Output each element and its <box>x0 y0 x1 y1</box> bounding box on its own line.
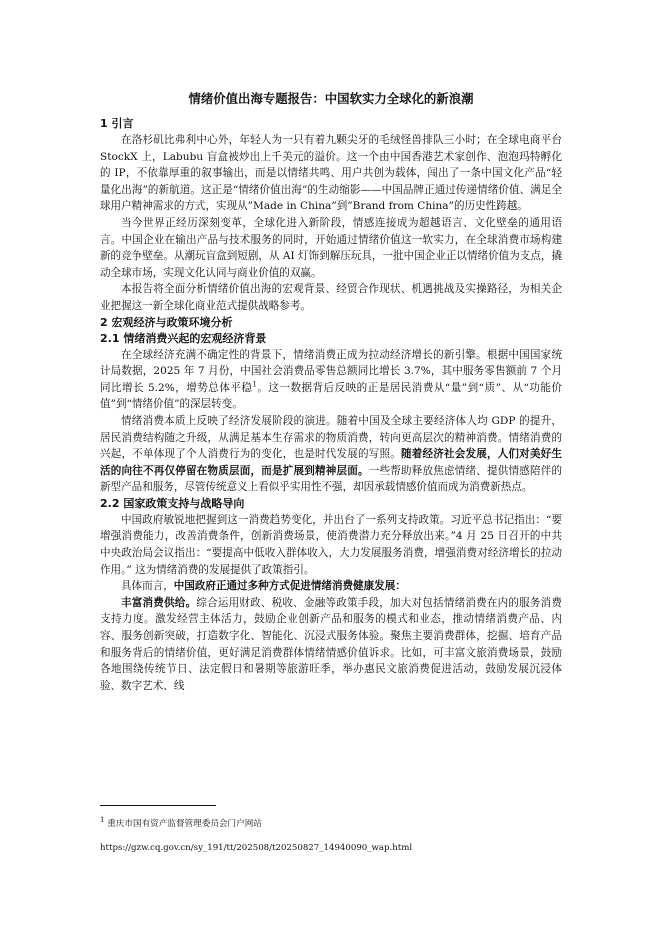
paragraph <box>100 347 562 413</box>
bold-text: 随着经济社会发展，人们对美好生活的向往不再仅停留在物质层面，而是扩展到精神层面。 <box>100 448 562 477</box>
footnote <box>100 818 262 830</box>
footnote-url[interactable]: https://gzw.cq.gov.cn/sy_191/tt/202508/t20250827_14940090_wap.html <box>100 843 413 853</box>
paragraph: 在洛杉矶比弗利中心外，年轻人为一只有着九颗尖牙的毛绒怪兽排队三小时；在全球电商平台 StockX 上，Labubu 盲盒被炒出上千美元的溢价。这一个由中国香港艺术家创作、泡泡玛特孵化的 IP，不依靠厚重的叙事输出，而是以情绪共鸣、用户共创为载体，闯出了一条中国文化产品“轻量化出海”的新航道。这正是“情绪价值出海”的生动缩影——中国品牌正通过传递情绪价值、满足全球用户精神需求的方式，实现从”Made in China”到”Brand from China”的历史性跨越。 <box>100 134 562 213</box>
section-heading-intro: 1 引言 <box>100 117 134 130</box>
paragraph <box>100 413 562 496</box>
subsection-heading-2-1: 2.1 情绪消费兴起的宏观经济背景 <box>100 331 267 345</box>
document-body <box>100 90 562 694</box>
paragraph: 当今世界正经历深刻变革，全球化进入新阶段，情感连接成为超越语言、文化壁垒的通用语言。中国企业在输出产品与技术服务的同时，开始通过情绪价值这一软实力，在全球消费市场构建新的竞争壁垒。从潮玩盲盒到短剧，从 AI 灯饰到解压玩具，一批中国企业正以情绪价值为支点，撬动全球市场，实现文化认同与商业价值的双赢。 <box>100 216 562 279</box>
footnote-divider <box>100 805 216 806</box>
footnote-ref[interactable]: 1 <box>252 380 257 389</box>
paragraph <box>100 578 562 595</box>
paragraph-text: 一些帮助释放焦虑情绪、提供情感陪伴的新型产品和服务，尽管传统意义上看似乎实用性不强，却因承载情感价值而成为消费新热点。 <box>100 464 562 494</box>
paragraph-text: 。这一数据背后反映的正是居民消费从“量”到“质”、从“功能价值”到“情绪价值”的深层转变。 <box>100 381 562 411</box>
bold-text: 丰富消费供给。 <box>121 596 197 609</box>
paragraph-text: 在全球经济充满不确定性的背景下，情绪消费正成为拉动经济增长的新引擎。根据中国国家统计局数据，2025 年 7 月份，中国社会消费品零售总额同比增长 3.7%，其中服务零售额前 7 个月同比增长 5.2%，增势总体平稳 <box>100 348 562 394</box>
paragraph-text: 情绪消费本质上反映了经济发展阶段的演进。随着中国及全球主要经济体人均 GDP 的提升，居民消费结构随之升级，从满足基本生存需求的物质消费，转向更高层次的精神消费。情绪消费的兴起，不单体现了个人消费行为的变化，也是时代发展的写照。 <box>100 414 562 461</box>
subsection-heading-2-2: 2.2 国家政策支持与战略导向 <box>100 496 245 510</box>
footnote-source: 重庆市国有资产监督管理委员会门户网站 <box>107 819 262 829</box>
paragraph: 本报告将全面分析情绪价值出海的宏观背景、经贸合作现状、机遇挑战及实操路径，为相关企业把握这一新全球化商业范式提供战略参考。 <box>100 283 562 312</box>
bold-text: 中国政府正通过多种方式促进情绪消费健康发展： <box>173 580 406 593</box>
footnote-mark: 1 <box>100 816 105 825</box>
paragraph-text: 综合运用财政、税收、金融等政策手段，加大对包括情绪消费在内的服务消费支持力度。激发经营主体活力，鼓励企业创新产品和服务的模式和业态，推动情绪消费产品、内容、服务创新突破，打造数字化、智能化、沉浸式服务体验。聚焦主要消费群体，挖掘、培育产品和服务背后的情绪价值，更好满足消费群体情绪情感价值诉求。比如，可丰富文旅消费场景，鼓励各地围绕传统节日、法定假日和暑期等旅游旺季，举办惠民文旅消费促进活动，鼓励发展沉浸体验、数字艺术、线 <box>100 596 562 692</box>
section-heading-macro: 2 宏观经济与政策环境分析 <box>100 315 233 329</box>
paragraph: 中国政府敏锐地把握到这一消费趋势变化，并出台了一系列支持政策。习近平总书记指出：“要增强消费能力，改善消费条件，创新消费场景，使消费潜力充分释放出来。”4 月 25 日召开的中共中央政治局会议指出：“要提高中低收入群体收入，大力发展服务消费，增强消费对经济增长的拉动作用。” 这为情绪消费的发展提供了政策指引。 <box>100 513 562 576</box>
paragraph <box>100 595 562 695</box>
page-title: 情绪价值出海专题报告：中国软实力全球化的新浪潮 <box>188 91 474 106</box>
paragraph-text: 具体而言， <box>121 580 174 593</box>
